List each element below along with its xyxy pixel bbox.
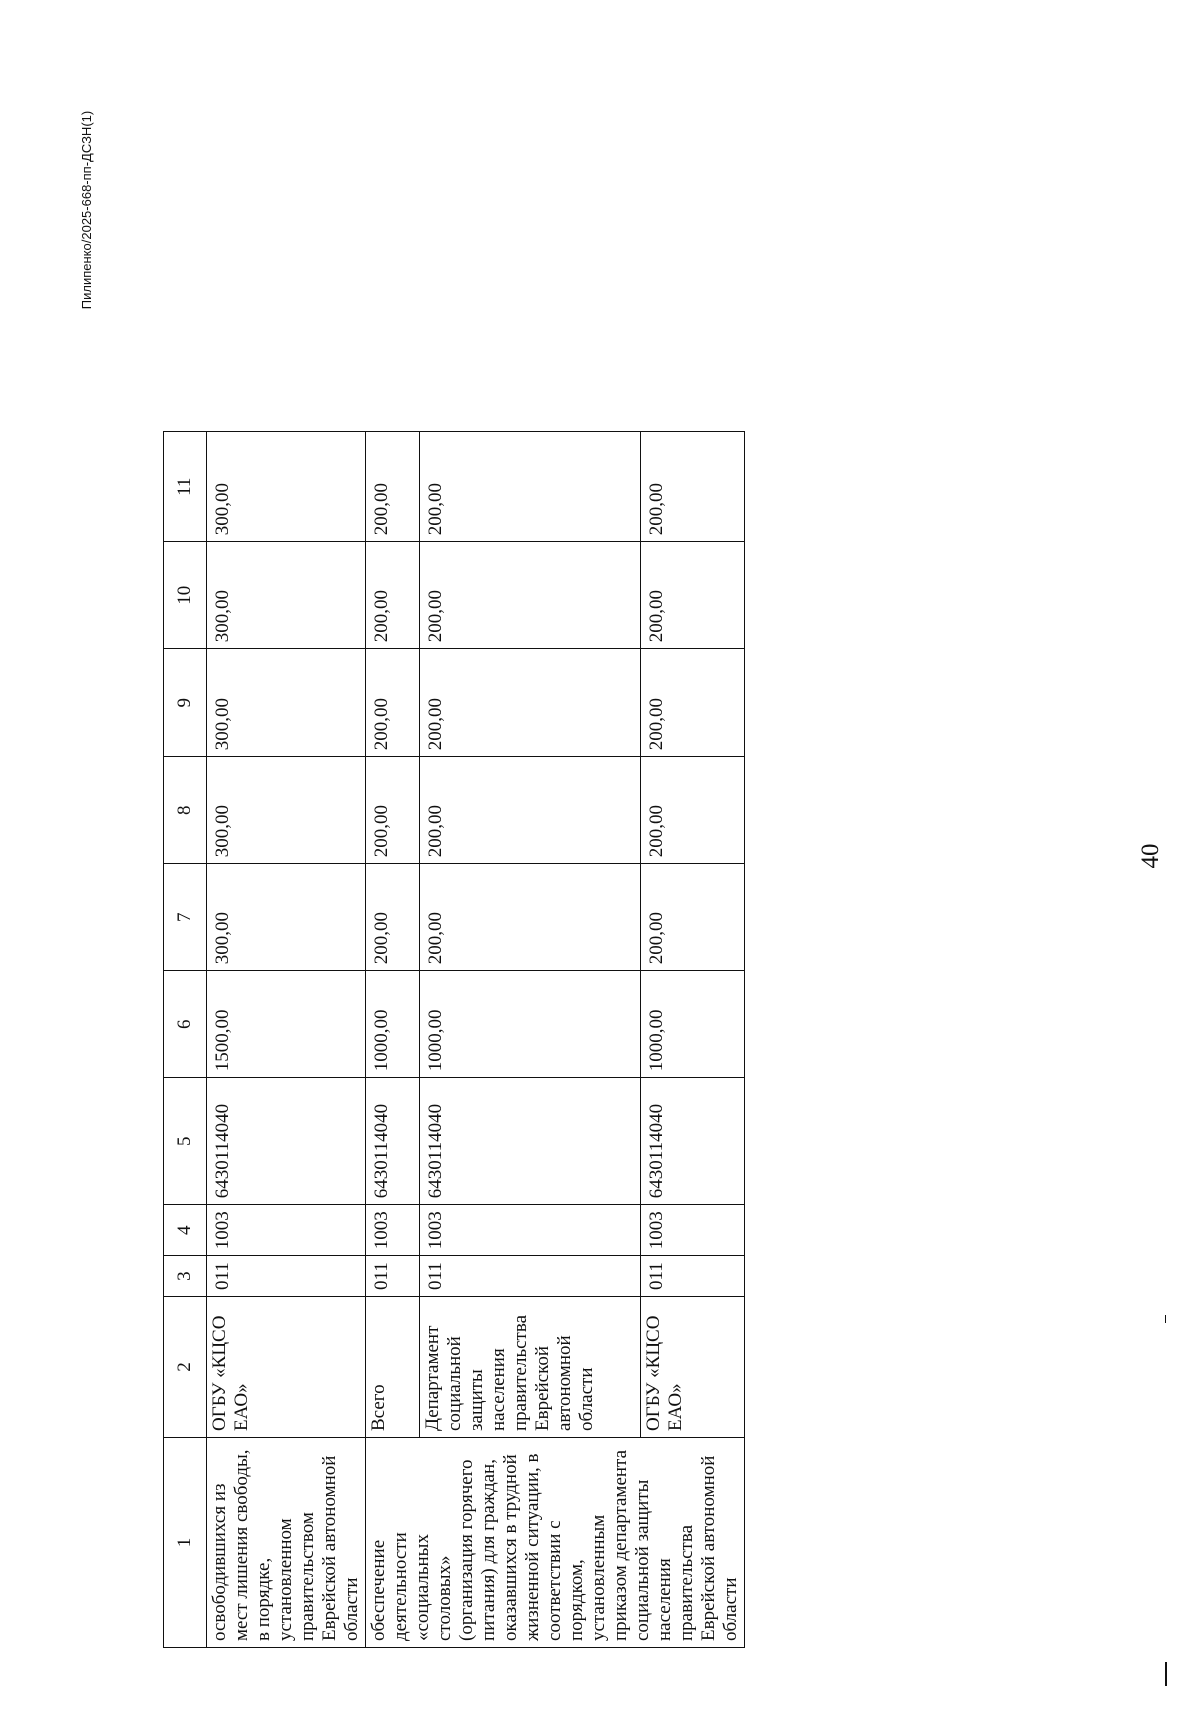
header-col-10: 10 [164,542,207,649]
table-row [366,432,420,1648]
header-col-3: 3 [164,1256,207,1297]
row-1-description: освободившихся из мест лишения свободы, в порядке, установленном правительством Еврейской автономной области [207,1438,366,1648]
header-col-9: 9 [164,649,207,757]
row-2a-col-4: 1003 [366,1205,420,1256]
row-1-col-4: 1003 [207,1205,366,1256]
header-col-4: 4 [164,1205,207,1256]
page-number: 40 [1137,843,1164,869]
row-2b-col-3: 011 [420,1256,641,1297]
row-1-col-3: 011 [207,1256,366,1297]
row-2b-col-9: 200,00 [420,649,641,757]
row-2a-col-11: 200,00 [366,432,420,542]
row-2b-col-10: 200,00 [420,542,641,649]
row-2b-col-7: 200,00 [420,864,641,971]
row-2a-col-6: 1000,00 [366,971,420,1078]
row-2c-col-8: 200,00 [641,757,745,864]
row-2c-col-6: 1000,00 [641,971,745,1078]
row-1-col-10: 300,00 [207,542,366,649]
row-2b-col-5: 6430114040 [420,1078,641,1205]
row-2c-col-4: 1003 [641,1205,745,1256]
header-col-11: 11 [164,432,207,542]
scan-mark [1165,1315,1166,1323]
row-2a-col-3: 011 [366,1256,420,1297]
row-2b-col-4: 1003 [420,1205,641,1256]
row-2c-col-3: 011 [641,1256,745,1297]
row-2a-col-7: 200,00 [366,864,420,971]
row-2c-col-9: 200,00 [641,649,745,757]
row-1-col-5: 6430114040 [207,1078,366,1205]
row-1-col-6: 1500,00 [207,971,366,1078]
row-1-organization: ОГБУ «КЦСО ЕАО» [207,1297,366,1438]
row-2-description: обеспечение деятельности «социальных столовых» (организация горячего питания) для граждан, оказавшихся в трудной жизненной ситуации, в соответствии с порядком, установленным приказом департамента социальной защиты населения правительства Еврейской автономной области [366,1438,745,1648]
table-row [207,432,366,1648]
row-2b-organization: Департамент социальной защиты населения правительства Еврейской автономной области [420,1297,641,1438]
header-col-6: 6 [164,971,207,1078]
row-2a-col-9: 200,00 [366,649,420,757]
scan-mark [1165,1662,1167,1686]
header-col-1: 1 [164,1438,207,1648]
row-2a-col-8: 200,00 [366,757,420,864]
row-1-col-11: 300,00 [207,432,366,542]
row-2b-col-6: 1000,00 [420,971,641,1078]
row-2c-col-11: 200,00 [641,432,745,542]
row-2c-col-5: 6430114040 [641,1078,745,1205]
document-reference: Пилипенко/2025-668-пп-ДСЗН(1) [79,110,94,310]
row-2c-col-7: 200,00 [641,864,745,971]
table-header-row [164,432,207,1648]
row-2a-col-5: 6430114040 [366,1078,420,1205]
row-2b-col-11: 200,00 [420,432,641,542]
row-2c-organization: ОГБУ «КЦСО ЕАО» [641,1297,745,1438]
row-1-col-7: 300,00 [207,864,366,971]
row-2a-col-10: 200,00 [366,542,420,649]
header-col-2: 2 [164,1297,207,1438]
header-col-7: 7 [164,864,207,971]
row-1-col-9: 300,00 [207,649,366,757]
row-2c-col-10: 200,00 [641,542,745,649]
budget-table [163,431,745,1648]
row-2a-organization: Всего [366,1297,420,1438]
header-col-5: 5 [164,1078,207,1205]
row-1-col-8: 300,00 [207,757,366,864]
header-col-8: 8 [164,757,207,864]
row-2b-col-8: 200,00 [420,757,641,864]
